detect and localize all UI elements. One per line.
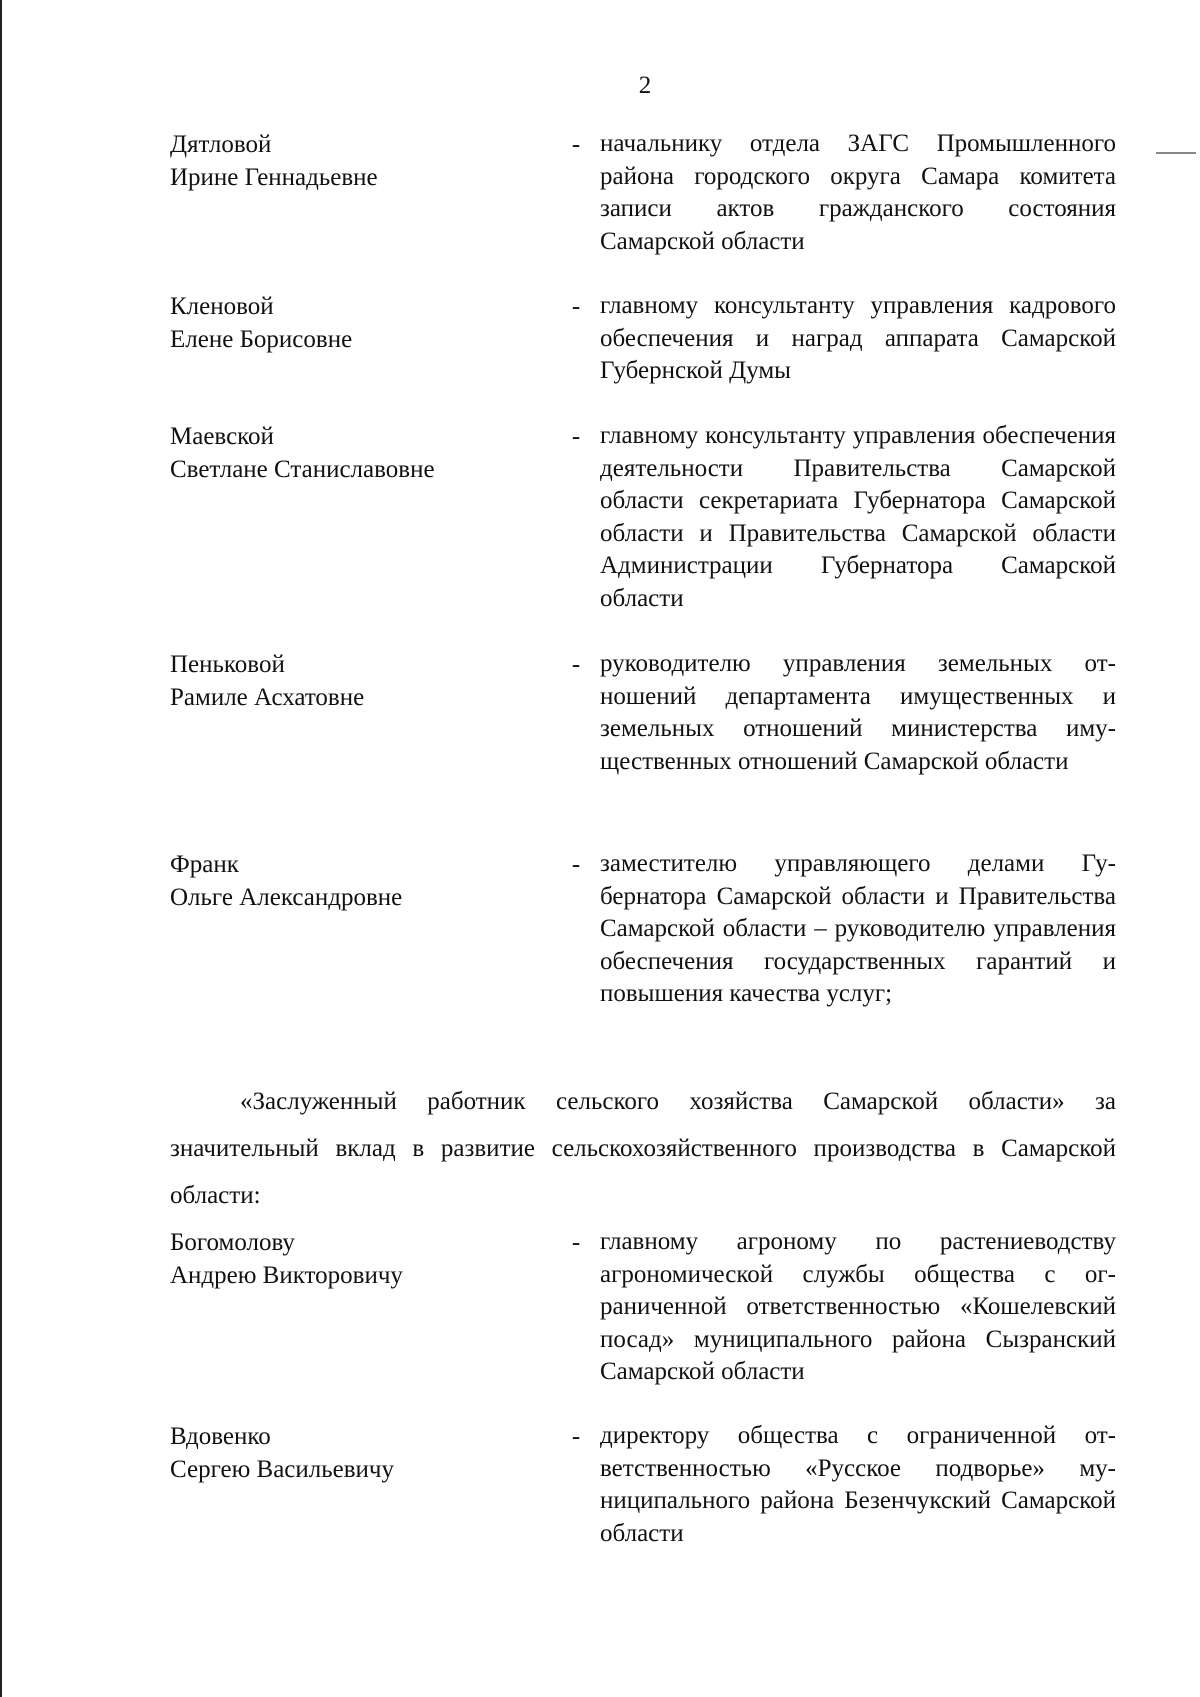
margin-mark xyxy=(1156,152,1196,154)
recipient-name: Пеньковой Рамиле Асхатовне xyxy=(170,651,365,711)
recipient-position: главному консультанту управления кадрового обеспечения и наград аппарата Самарской Губернской Думы xyxy=(600,292,1116,384)
award-category-heading: «Заслуженный работник сельского хозяйства Самарской области» за значительный вклад в развитие сельскохозяйственного производства в Самарской области: xyxy=(170,1088,1116,1209)
recipient-name: Богомолову Андрею Викторовичу xyxy=(170,1229,403,1289)
recipient-name: Дятловой Ирине Геннадьевне xyxy=(170,131,378,191)
page-number: 2 xyxy=(638,72,652,99)
recipient-position: руководителю управления земельных отношений департамента имущественных и земельных отношений министерства имущественных отношений Самарской области xyxy=(600,650,1116,775)
recipient-position: начальнику отдела ЗАГС Промышленного района городского округа Самара комитета записи актов гражданского состояния Самарской области xyxy=(600,130,1116,255)
recipient-name: Кленовой Елене Борисовне xyxy=(170,293,353,353)
entry-dash: - xyxy=(571,293,581,320)
entry-dash: - xyxy=(571,1229,581,1256)
recipient-name: Вдовенко Сергею Васильевичу xyxy=(170,1423,394,1483)
entry-dash: - xyxy=(571,423,581,450)
recipient-position: директору общества с ограниченной ответственностью «Русское подворье» муниципального района Безенчукский Самарской области xyxy=(600,1422,1116,1547)
entry-dash: - xyxy=(571,851,581,878)
recipient-position: главному агроному по растениеводству агрономической службы общества с ограниченной ответственностью «Кошелевский посад» муниципального района Сызранский Самарской области xyxy=(600,1228,1116,1385)
recipient-position: главному консультанту управления обеспечения деятельности Правительства Самарской области секретариата Губернатора Самарской области и Правительства Самарской области Администрации Губернатора Самарской области xyxy=(600,422,1116,612)
recipient-name: Франк Ольге Александровне xyxy=(170,851,403,911)
entry-dash: - xyxy=(571,131,581,158)
entry-dash: - xyxy=(571,651,581,678)
recipient-name: Маевской Светлане Станиславовне xyxy=(170,423,435,483)
recipient-position: заместителю управляющего делами Губернатора Самарской области и Правительства Самарской области – руководителю управления обеспечения государственных гарантий и повышения качества услуг; xyxy=(600,850,1116,1007)
entry-dash: - xyxy=(571,1423,581,1450)
scan-edge-line xyxy=(0,0,2,1697)
